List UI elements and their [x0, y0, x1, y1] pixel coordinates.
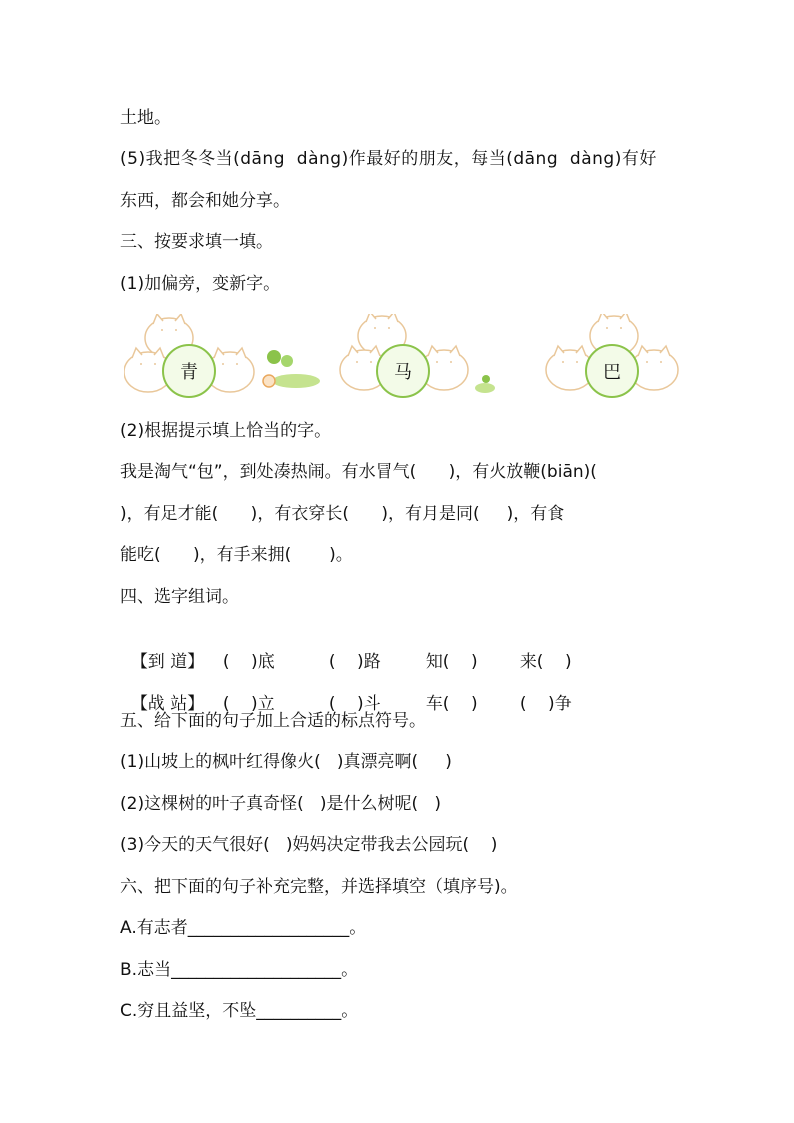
cat-group-2: [340, 314, 468, 397]
word-blank-item: 车( ): [425, 694, 478, 714]
section-3-heading: 三、按要求填一填。: [120, 232, 273, 252]
question-5-line-1: (5)我把冬冬当(dāng dàng)作最好的朋友，每当(dāng dàng)有好: [120, 149, 657, 169]
completion-item-c: C.穷且益坚，不坠__________。: [120, 1001, 359, 1021]
flower-decoration: [475, 375, 495, 393]
word-blank-item: ( )底: [222, 652, 275, 672]
word-blank-item: ( )立: [222, 694, 275, 714]
cat-group-1: [124, 314, 254, 397]
punctuation-item-2: (2)这棵树的叶子真奇怪( )是什么树呢( ): [120, 794, 442, 814]
fill-in-line-3: 能吃( )，有手来拥( )。: [120, 545, 353, 565]
section-5-heading: 五、给下面的句子加上合适的标点符号。: [120, 711, 426, 731]
word-blank-item: ( )斗: [328, 694, 381, 714]
grass-snail-decoration: [263, 350, 320, 388]
completion-item-b: B.志当____________________。: [120, 960, 359, 980]
word-group-row-1: [120, 626, 572, 674]
word-group-pair: 【战 站】: [130, 694, 205, 714]
section-4-heading: 四、选字组词。: [120, 587, 239, 607]
question-5-line-2: 东西，都会和她分享。: [120, 191, 290, 211]
subquestion-2-heading: (2)根据提示填上恰当的字。: [120, 421, 332, 441]
punctuation-item-3: (3)今天的天气很好( )妈妈决定带我去公园玩( ): [120, 835, 498, 855]
section-6-heading: 六、把下面的句子补充完整，并选择填空（填序号)。: [120, 877, 518, 897]
fill-in-line-2: )，有足才能( )，有衣穿长( )，有月是同( )，有食: [120, 504, 565, 524]
word-group-pair: 【到 道】: [130, 652, 205, 672]
punctuation-item-1: (1)山坡上的枫叶红得像火( )真漂亮啊( ): [120, 752, 452, 772]
word-blank-item: 来( ): [519, 652, 572, 672]
radical-char-2: 马: [394, 362, 412, 383]
radical-cats-illustration: [124, 314, 680, 398]
word-blank-item: ( )路: [328, 652, 381, 672]
cat-group-3: [546, 314, 678, 397]
word-blank-item: ( )争: [519, 694, 572, 714]
radical-char-3: 巴: [603, 362, 621, 383]
text-line-1: 土地。: [120, 108, 171, 128]
word-blank-item: 知( ): [425, 652, 478, 672]
subquestion-1-heading: (1)加偏旁，变新字。: [120, 274, 281, 294]
radical-char-1: 青: [180, 362, 198, 383]
fill-in-line-1: 我是淘气“包”，到处凑热闹。有水冒气( )，有火放鞭(biān)(: [120, 462, 597, 482]
completion-item-a: A.有志者___________________。: [120, 918, 367, 938]
